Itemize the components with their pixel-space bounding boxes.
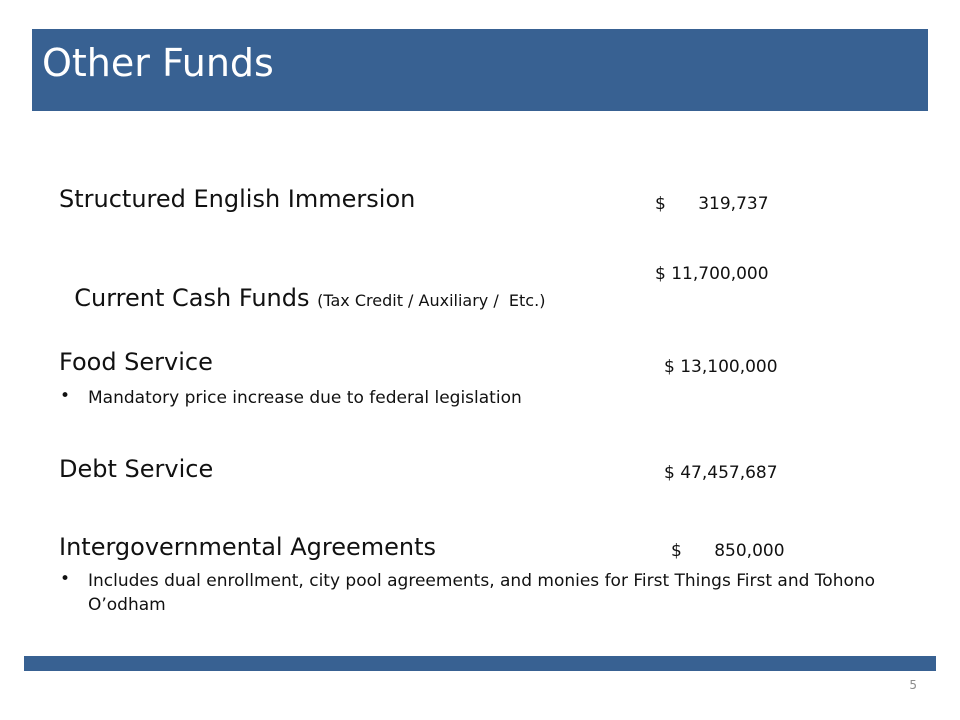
fund-amount-debt-service: $ 47,457,687 xyxy=(664,463,778,483)
title-bar xyxy=(32,29,928,111)
bullet-item xyxy=(60,569,876,621)
fund-label-food-service xyxy=(59,348,213,376)
bullet-text: Includes dual enrollment, city pool agreements, and monies for First Things First and Tohono O’odham xyxy=(88,571,876,615)
fund-label-text: Structured English Immersion xyxy=(59,185,416,213)
fund-label-text: Intergovernmental Agreements xyxy=(59,533,437,561)
fund-label-structured-english-immersion xyxy=(59,185,415,213)
footer-bar xyxy=(24,656,936,671)
page-number: 5 xyxy=(909,678,917,692)
fund-label-current-cash-funds xyxy=(59,256,545,312)
fund-amount-intergovernmental-agreements: $ 850,000 xyxy=(671,541,785,561)
fund-amount-structured-english-immersion: $ 319,737 xyxy=(655,194,769,214)
fund-label-note: (Tax Credit / Auxiliary / Etc.) xyxy=(317,291,546,310)
bullet-text: Mandatory price increase due to federal legislation xyxy=(88,388,522,408)
bullet-dot-icon: • xyxy=(60,386,71,406)
fund-label-text: Food Service xyxy=(59,348,213,376)
slide-title: Other Funds xyxy=(42,41,274,85)
fund-label-intergovernmental-agreements xyxy=(59,533,436,561)
fund-amount-current-cash-funds: $ 11,700,000 xyxy=(655,264,769,284)
fund-label-text: Current Cash Funds xyxy=(74,284,318,312)
fund-label-text: Debt Service xyxy=(59,455,214,483)
fund-amount-food-service: $ 13,100,000 xyxy=(664,357,778,377)
fund-label-debt-service xyxy=(59,455,213,483)
bullet-dot-icon: • xyxy=(60,569,71,589)
